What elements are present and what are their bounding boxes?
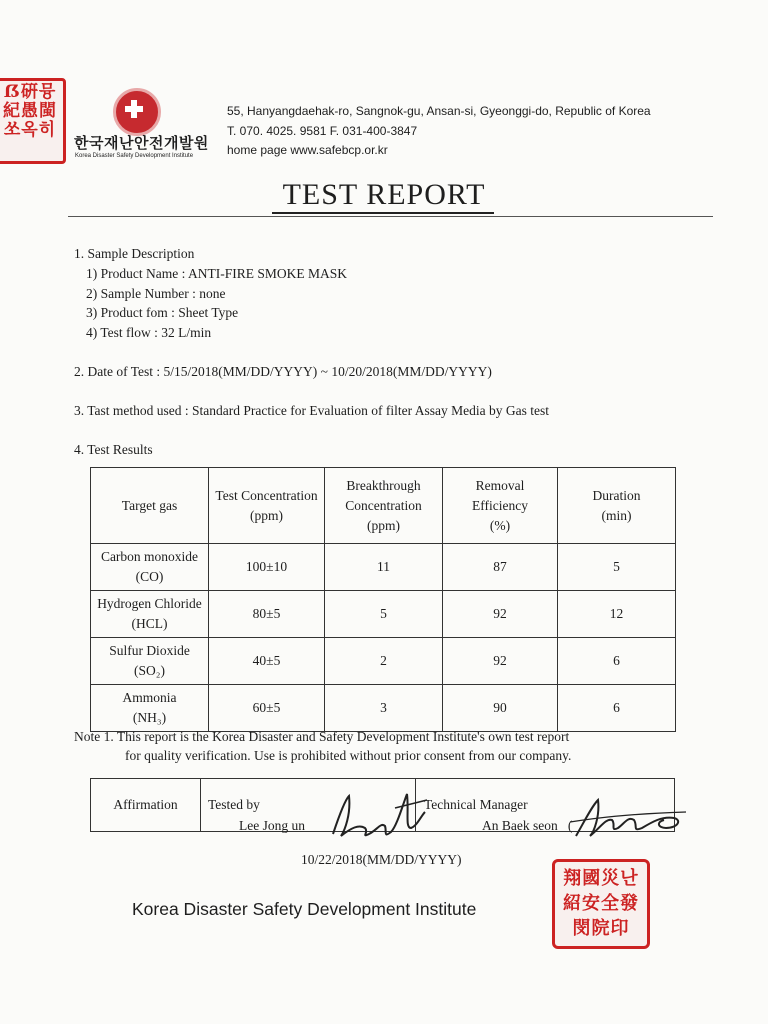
concentration-cell: 80±5: [209, 591, 325, 638]
header-duration: Duration (min): [558, 468, 676, 544]
sample-item: 2) Sample Number : none: [86, 286, 226, 301]
gas-cell: Sulfur Dioxide (SO₂): [91, 638, 209, 685]
concentration-cell: 60±5: [209, 685, 325, 732]
header-removal-efficiency: Removal Efficiency (%): [443, 468, 558, 544]
official-seal-stamp: 翔國災난 紹安全發 閔院印: [552, 859, 650, 949]
cross-icon: [125, 100, 143, 118]
duration-cell: 5: [558, 544, 676, 591]
sample-item: 1) Product Name : ANTI-FIRE SMOKE MASK: [86, 266, 347, 281]
tested-by-label: Tested by: [208, 797, 260, 812]
address: 55, Hanyangdaehak-ro, Sangnok-gu, Ansan-si, Gyeonggi-do, Republic of Korea: [227, 104, 651, 118]
header-target-gas: Target gas: [91, 468, 209, 544]
concentration-cell: 100±10: [209, 544, 325, 591]
breakthrough-cell: 11: [325, 544, 443, 591]
removal-cell: 92: [443, 638, 558, 685]
phone-fax: T. 070. 4025. 9581 F. 031-400-3847: [227, 124, 418, 138]
breakthrough-cell: 3: [325, 685, 443, 732]
removal-cell: 92: [443, 591, 558, 638]
header-test-concentration: Test Concentration (ppm): [209, 468, 325, 544]
tester-signature: [325, 786, 435, 846]
note-line-1: Note 1. This report is the Korea Disaster and Safety Development Institute's own test report: [74, 729, 570, 744]
section-1-heading: 1. Sample Description: [74, 246, 195, 261]
left-seal-stamp: ẞ硏뮹 紀愚閩 쏘옥히: [0, 78, 66, 164]
title-underline: [272, 212, 494, 214]
homepage: home page www.safebcp.or.kr: [227, 143, 388, 157]
duration-cell: 6: [558, 638, 676, 685]
removal-cell: 90: [443, 685, 558, 732]
breakthrough-cell: 5: [325, 591, 443, 638]
affirmation-date: 10/22/2018(MM/DD/YYYY): [301, 852, 462, 867]
removal-cell: 87: [443, 544, 558, 591]
report-title: TEST REPORT: [282, 178, 486, 211]
section-4-heading: 4. Test Results: [74, 442, 153, 457]
table-row: [91, 591, 676, 638]
header-breakthrough: Breakthrough Concentration (ppm): [325, 468, 443, 544]
section-3-method: 3. Tast method used : Standard Practice for Evaluation of filter Assay Media by Gas test: [74, 403, 549, 418]
technical-manager-label: Technical Manager: [424, 797, 528, 812]
results-table: [90, 467, 676, 732]
table-header-row: [91, 468, 676, 544]
affirmation-label: Affirmation: [91, 779, 201, 832]
header-rule: [68, 216, 713, 217]
table-row: [91, 638, 676, 685]
note-line-2: for quality verification. Use is prohibited without prior consent from our company.: [125, 748, 572, 763]
footer-institute-name: Korea Disaster Safety Development Institute: [132, 899, 477, 919]
manager-name: An Baek seon (: [482, 818, 573, 833]
logo-english-name: Korea Disaster Safety Development Institute: [75, 153, 194, 159]
gas-cell: Hydrogen Chloride (HCL): [91, 591, 209, 638]
duration-cell: 12: [558, 591, 676, 638]
duration-cell: 6: [558, 685, 676, 732]
gas-cell: Carbon monoxide (CO): [91, 544, 209, 591]
manager-signature: [566, 792, 691, 844]
logo-korean-name: 한국재난안전개발원: [74, 135, 209, 152]
table-row: [91, 544, 676, 591]
tester-name: Lee Jong un: [239, 818, 305, 833]
section-2-date: 2. Date of Test : 5/15/2018(MM/DD/YYYY) ~ 10/20/2018(MM/DD/YYYY): [74, 364, 492, 379]
sample-item: 3) Product fom : Sheet Type: [86, 305, 239, 320]
concentration-cell: 40±5: [209, 638, 325, 685]
table-row: [91, 685, 676, 732]
gas-cell: Ammonia (NH₃): [91, 685, 209, 732]
institute-logo: [113, 88, 161, 136]
sample-item: 4) Test flow : 32 L/min: [86, 325, 212, 340]
breakthrough-cell: 2: [325, 638, 443, 685]
